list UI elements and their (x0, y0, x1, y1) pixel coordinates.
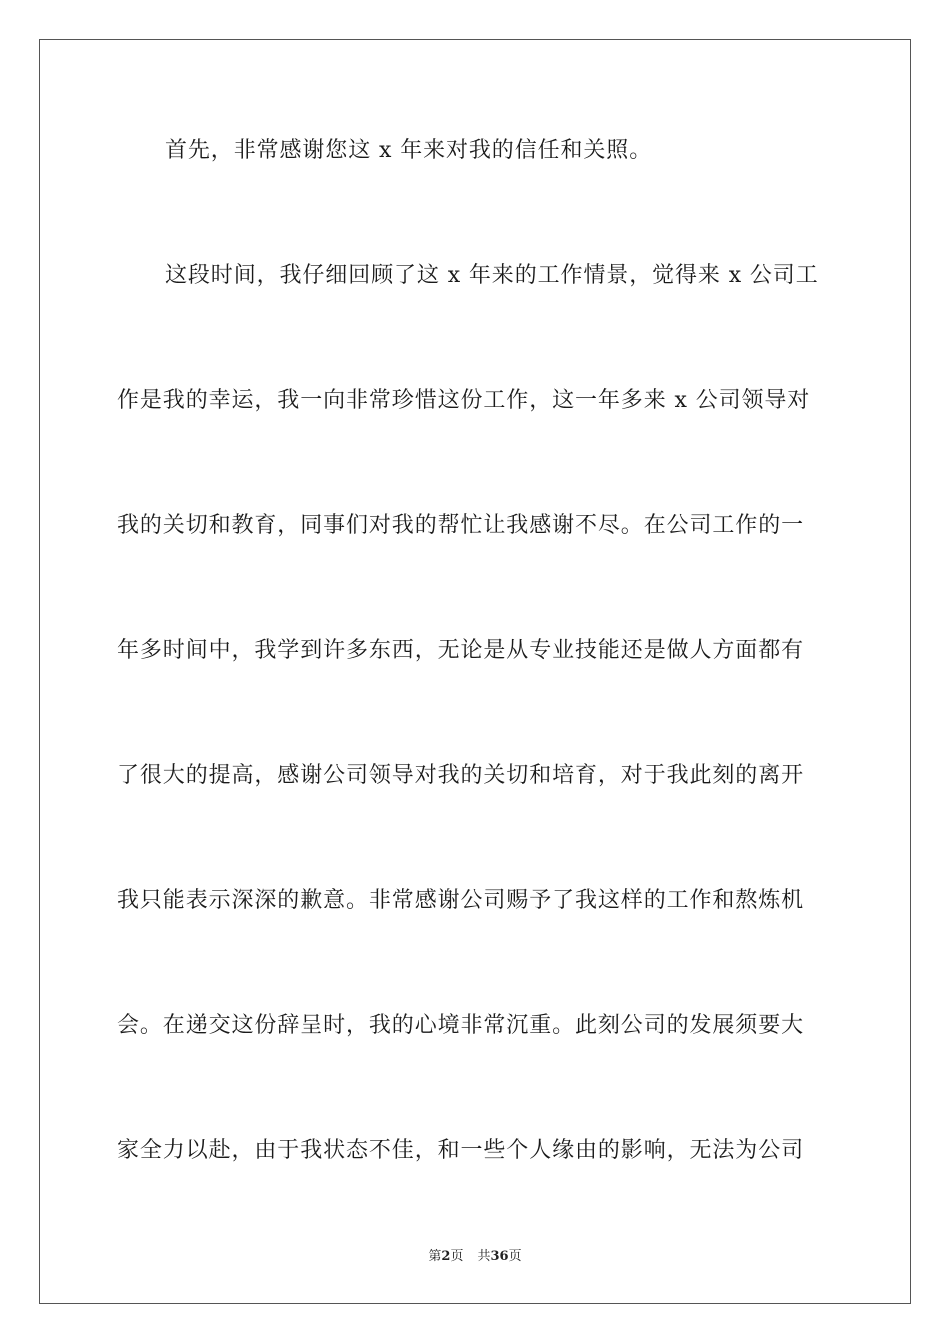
total-prefix: 共 (477, 1249, 491, 1264)
text-line-4: 我的关切和教育，同事们对我的帮忙让我感谢不尽。在公司工作的一 (117, 513, 805, 538)
text-line-3: 作是我的幸运，我一向非常珍惜这份工作，这一年多来 x 公司领导对 (117, 388, 811, 413)
page-current-number: 2 (441, 1249, 451, 1264)
page-prefix: 第 (428, 1249, 442, 1264)
page-border (39, 39, 911, 1304)
total-suffix: 页 (508, 1249, 522, 1264)
text-line-9: 家全力以赴，由于我状态不佳，和一些个人缘由的影响，无法为公司 (117, 1138, 805, 1163)
page-total-number: 36 (490, 1249, 509, 1264)
text-line-2: 这段时间，我仔细回顾了这 x 年来的工作情景，觉得来 x 公司工 (165, 263, 819, 288)
text-line-5: 年多时间中，我学到许多东西，无论是从专业技能还是做人方面都有 (117, 638, 805, 663)
text-line-8: 会。在递交这份辞呈时，我的心境非常沉重。此刻公司的发展须要大 (117, 1013, 805, 1038)
text-line-7: 我只能表示深深的歉意。非常感谢公司赐予了我这样的工作和熬炼机 (117, 888, 805, 913)
page-footer (0, 1248, 950, 1266)
text-line-1: 首先，非常感谢您这 x 年来对我的信任和关照。 (165, 138, 653, 163)
page-suffix: 页 (450, 1249, 464, 1264)
text-line-6: 了很大的提高，感谢公司领导对我的关切和培育，对于我此刻的离开 (117, 763, 805, 788)
